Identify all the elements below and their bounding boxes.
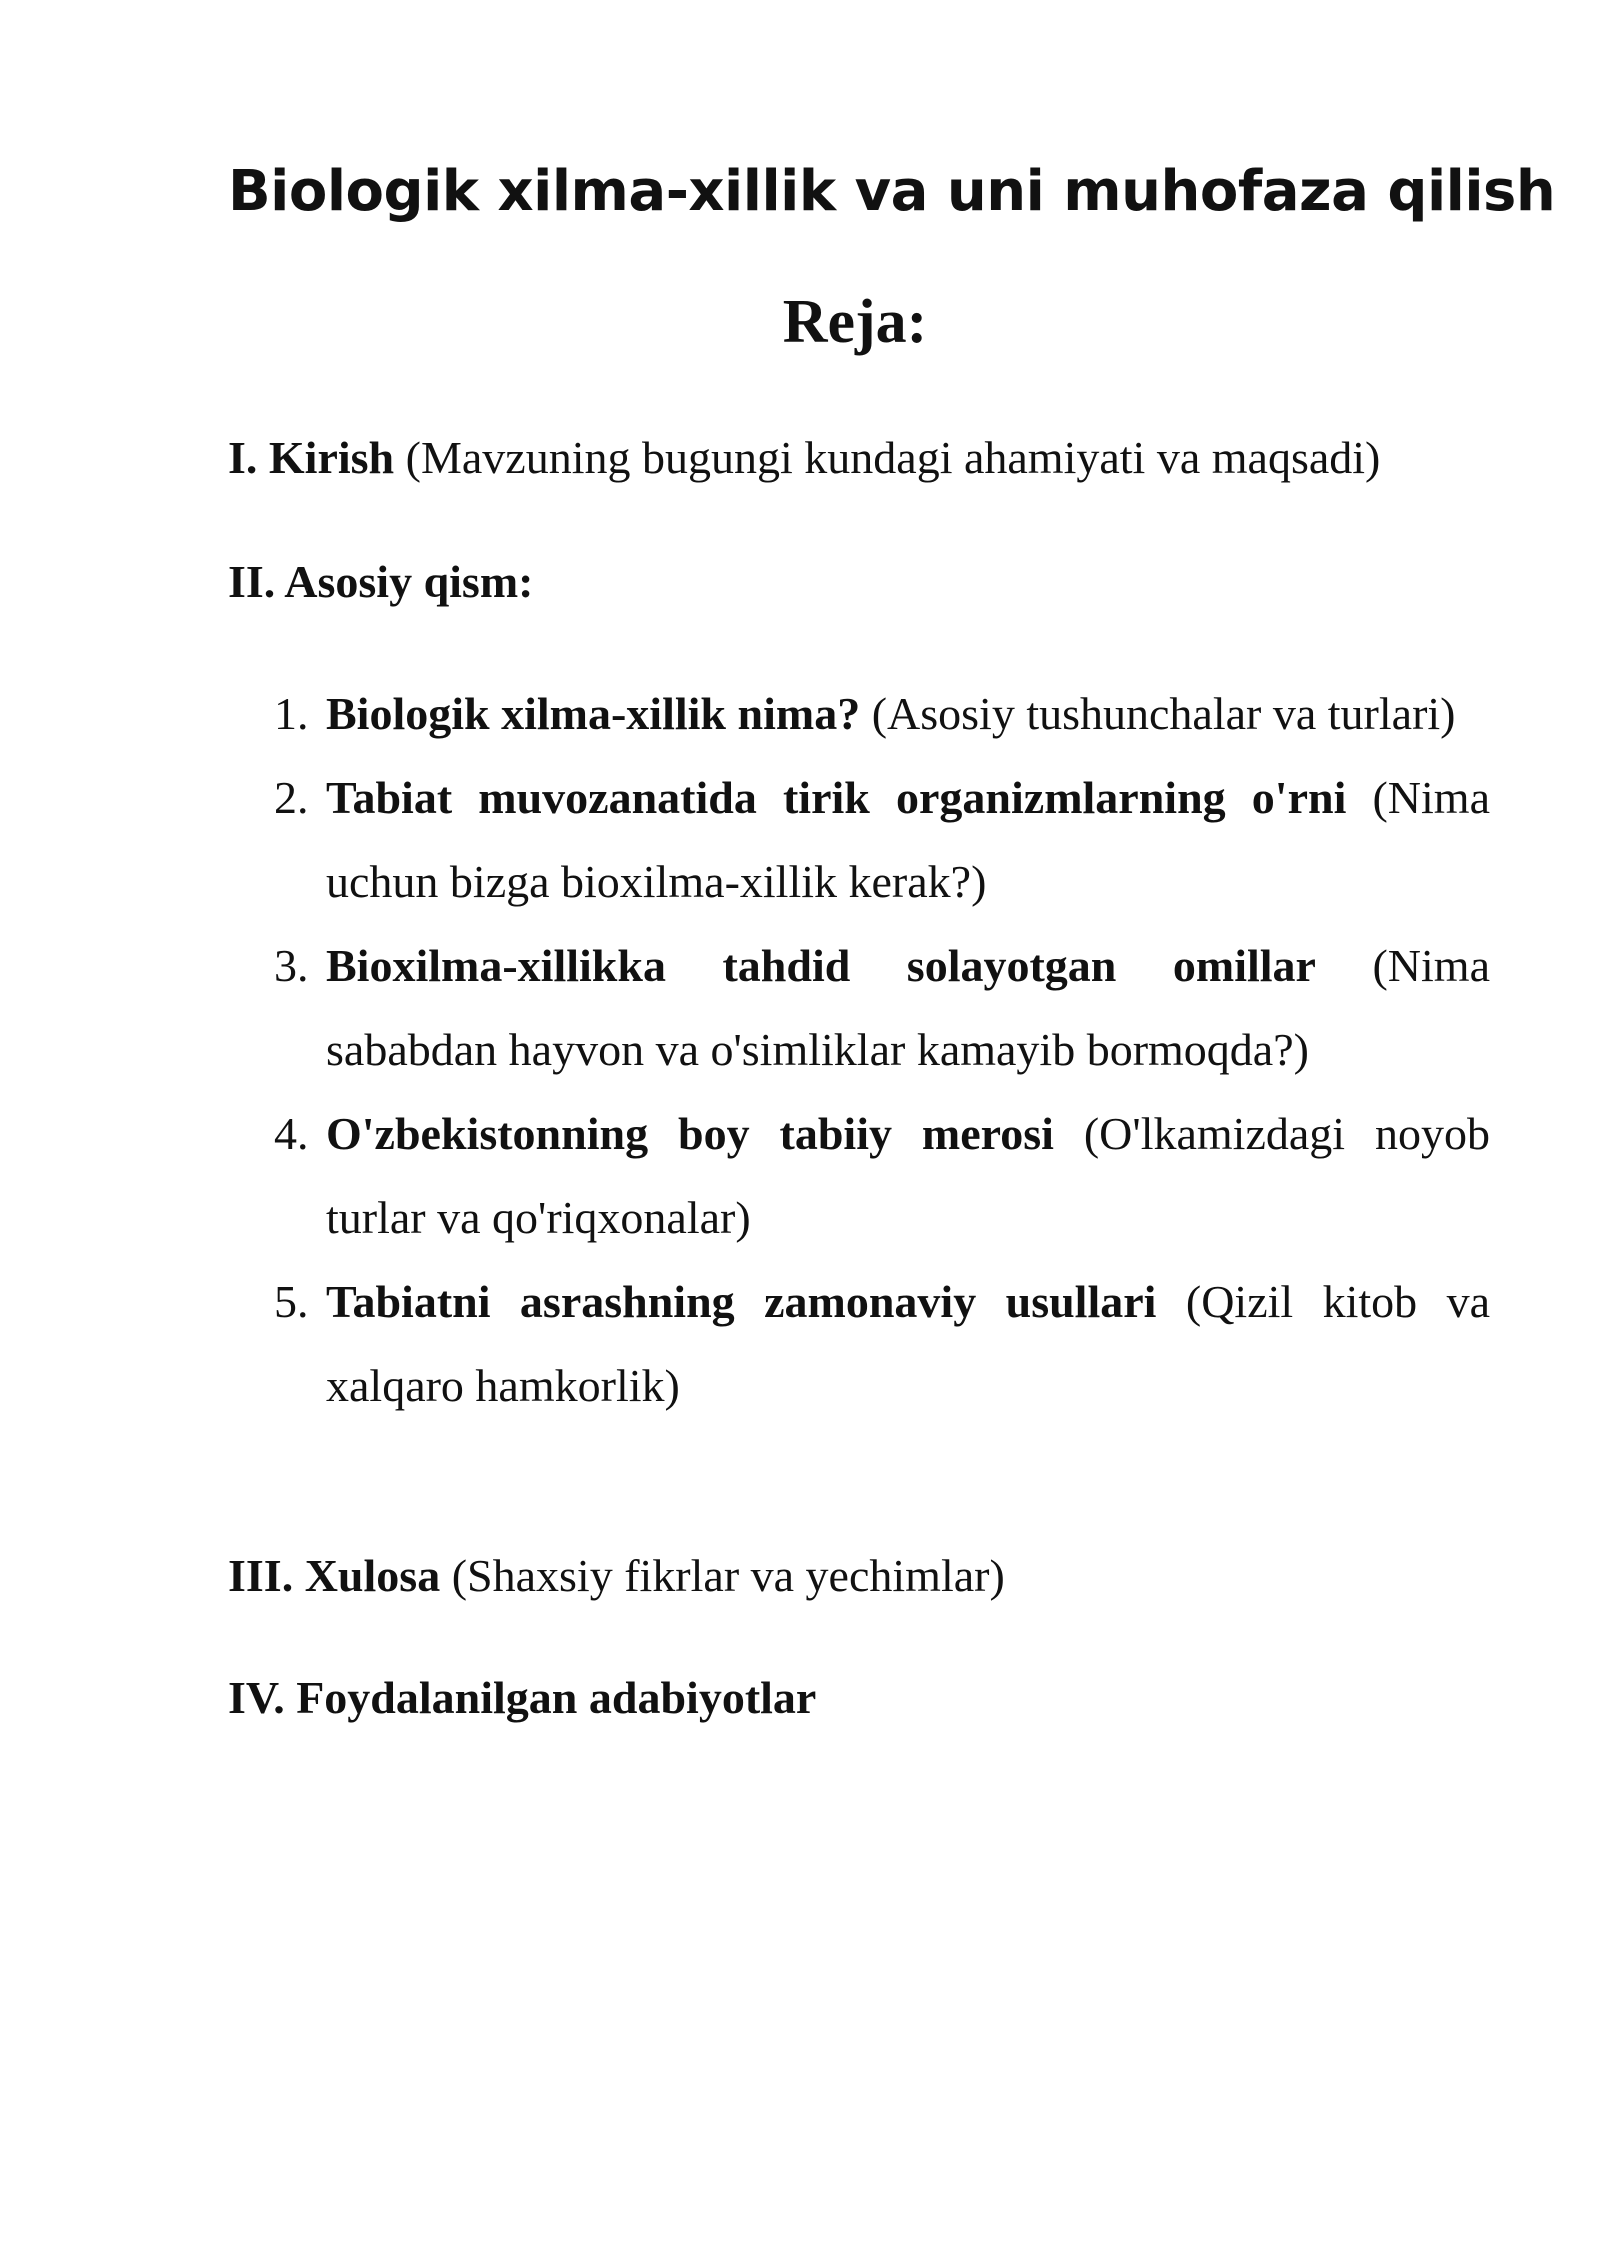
list-item-number: 5. — [274, 1276, 309, 1327]
list-item-note: (Nima sababdan hayvon va o'simliklar kamayib bormoqda?) — [326, 940, 1491, 1075]
list-item-number: 1. — [274, 688, 309, 739]
section-note: (Mavzuning bugungi kundagi ahamiyati va maqsadi) — [394, 432, 1381, 483]
plan-heading: Reja: — [782, 288, 928, 356]
list-item — [258, 1260, 1490, 1428]
list-item-title: Bioxilma-xillikka tahdid solayotgan omillar — [326, 940, 1316, 991]
list-item-note: (O'lkamizdagi noyob turlar va qo'riqxonalar) — [326, 1108, 1490, 1243]
list-item-title: Biologik xilma-xillik nima? — [326, 688, 861, 739]
document-title: Biologik xilma-xillik va uni muhofaza qilish — [228, 159, 1556, 224]
section-label: I. Kirish — [228, 432, 395, 483]
section-main-part — [228, 552, 533, 612]
list-item-title: Tabiatni asrashning zamonaviy usullari — [326, 1276, 1157, 1327]
section-conclusion — [228, 1546, 1005, 1606]
list-item — [258, 672, 1490, 756]
section-label: III. Xulosa — [228, 1550, 441, 1601]
list-item-note: (Asosiy tushunchalar va turlari) — [860, 688, 1456, 739]
section-references — [228, 1668, 816, 1728]
list-item-note: (Qizil kitob va xalqaro hamkorlik) — [326, 1276, 1490, 1411]
main-part-list — [258, 672, 1490, 1428]
list-item-title: Tabiat muvozanatida tirik organizmlarning o'rni — [326, 772, 1347, 823]
list-item-title: O'zbekistonning boy tabiiy merosi — [326, 1108, 1054, 1159]
section-label: II. Asosiy qism: — [228, 556, 534, 607]
section-introduction — [228, 428, 1380, 488]
list-item-number: 2. — [274, 772, 309, 823]
list-item-number: 4. — [274, 1108, 309, 1159]
list-item — [258, 1092, 1490, 1260]
section-note: (Shaxsiy fikrlar va yechimlar) — [440, 1550, 1005, 1601]
list-item-note: (Nima uchun bizga bioxilma-xillik kerak?) — [326, 772, 1491, 907]
list-item-number: 3. — [274, 940, 309, 991]
list-item — [258, 924, 1490, 1092]
section-label: IV. Foydalanilgan adabiyotlar — [228, 1672, 817, 1723]
list-item — [258, 756, 1490, 924]
